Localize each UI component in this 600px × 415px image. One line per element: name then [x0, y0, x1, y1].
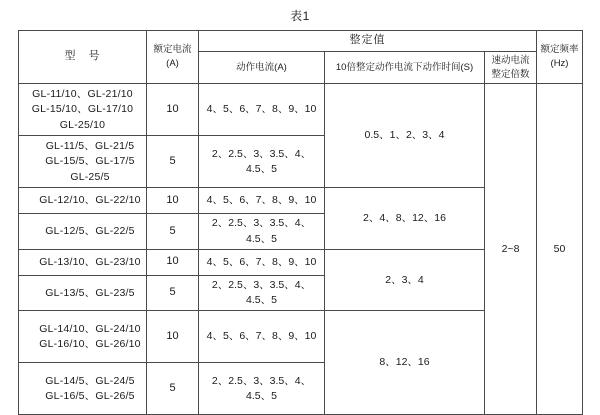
header-action-current: 动作电流(A) — [199, 51, 325, 84]
cell-action-current: 2、2.5、3、3.5、4、4.5、5 — [199, 214, 325, 249]
cell-rated-current: 5 — [147, 275, 199, 310]
cell-model — [19, 136, 147, 188]
cell-action-current: 4、5、6、7、8、9、10 — [199, 311, 325, 363]
table-header — [19, 31, 583, 84]
model-line: GL-16/5、GL-26/5 — [45, 389, 135, 402]
header-speed-multiple: 速动电流整定倍数 — [485, 51, 537, 84]
header-setting-group: 整定值 — [199, 31, 537, 52]
cell-action-current: 2、2.5、3、3.5、4、4.5、5 — [199, 136, 325, 188]
model-line: GL-15/5、GL-17/5 — [45, 155, 135, 168]
header-rated-current: 额定电流(A) — [147, 31, 199, 84]
spec-table — [18, 30, 583, 415]
model-line: GL-13/10、GL-23/10 — [39, 255, 141, 268]
model-line: GL-16/10、GL-26/10 — [39, 337, 141, 350]
model-line: GL-15/10、GL-17/10 — [31, 103, 134, 116]
model-line: GL-12/10、GL-22/10 — [39, 194, 141, 207]
model-line: GL-13/5、GL-23/5 — [45, 286, 135, 299]
model-line: GL-14/5、GL-24/5 — [45, 374, 135, 387]
cell-model — [19, 214, 147, 249]
cell-rated-current: 10 — [147, 311, 199, 363]
cell-time-group-b: 2、4、8、12、16 — [325, 188, 485, 249]
cell-time-group-d: 8、12、16 — [325, 311, 485, 415]
cell-speed-multiple: 2~8 — [485, 84, 537, 415]
model-line: GL-12/5、GL-22/5 — [45, 225, 135, 238]
header-model: 型 号 — [19, 31, 147, 84]
cell-model — [19, 275, 147, 310]
header-row-1 — [19, 31, 583, 52]
table-row — [19, 84, 583, 136]
header-time-at-10x: 10倍整定动作电流下动作时间(S) — [325, 51, 485, 84]
model-line: GL-25/5 — [70, 170, 110, 183]
table-caption: 表1 — [290, 9, 310, 23]
model-line: GL-25/10 — [59, 118, 106, 131]
cell-rated-current: 10 — [147, 249, 199, 275]
cell-rated-current: 10 — [147, 188, 199, 214]
cell-model — [19, 249, 147, 275]
cell-action-current: 2、2.5、3、3.5、4、4.5、5 — [199, 363, 325, 415]
model-line: GL-14/10、GL-24/10 — [39, 322, 141, 335]
cell-model — [19, 363, 147, 415]
cell-rated-current: 5 — [147, 136, 199, 188]
cell-model — [19, 84, 147, 136]
cell-rated-frequency: 50 — [537, 84, 583, 415]
cell-action-current: 2、2.5、3、3.5、4、4.5、5 — [199, 275, 325, 310]
model-line: GL-11/10、GL-21/10 — [32, 88, 133, 101]
table-body — [19, 84, 583, 415]
cell-model — [19, 188, 147, 214]
cell-action-current: 4、5、6、7、8、9、10 — [199, 84, 325, 136]
cell-rated-current: 5 — [147, 214, 199, 249]
cell-action-current: 4、5、6、7、8、9、10 — [199, 249, 325, 275]
cell-time-group-c: 2、3、4 — [325, 249, 485, 310]
cell-time-group-a: 0.5、1、2、3、4 — [325, 84, 485, 188]
cell-action-current: 4、5、6、7、8、9、10 — [199, 188, 325, 214]
model-line: GL-11/5、GL-21/5 — [45, 140, 135, 153]
cell-model — [19, 311, 147, 363]
cell-rated-current: 5 — [147, 363, 199, 415]
header-rated-frequency: 额定频率(Hz) — [537, 31, 583, 84]
cell-rated-current: 10 — [147, 84, 199, 136]
